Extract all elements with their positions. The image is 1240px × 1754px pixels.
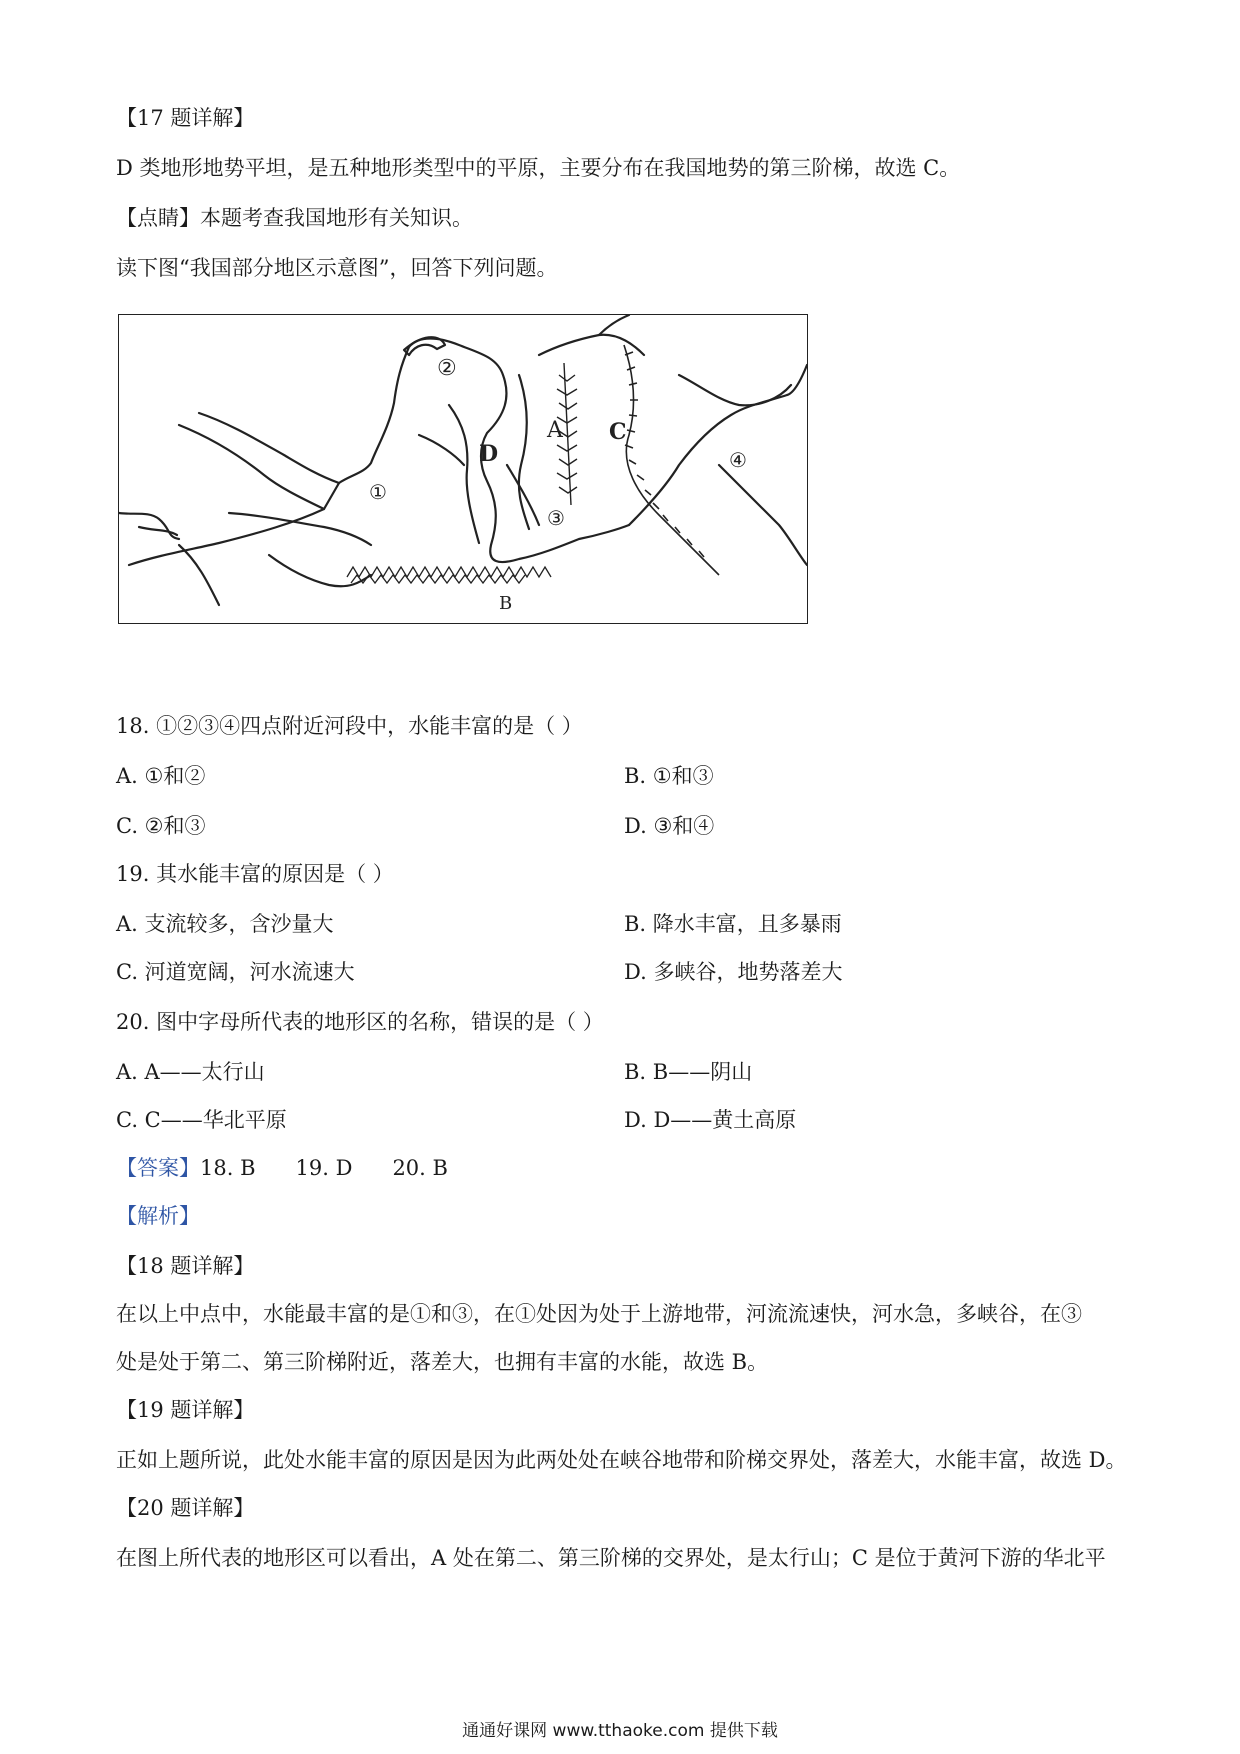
coast-east bbox=[679, 375, 791, 405]
q19-option-b: B. 降水丰富，且多暴雨 bbox=[624, 912, 842, 936]
coast-east-2 bbox=[719, 465, 807, 565]
label-a: A bbox=[547, 418, 563, 443]
map-figure bbox=[118, 314, 808, 624]
sec18-line2: 处是处于第二、第三阶梯附近，落差大，也拥有丰富的水能，故选 B。 bbox=[116, 1350, 769, 1374]
q20-option-c: C. C——华北平原 bbox=[116, 1108, 287, 1132]
d-tributary bbox=[419, 435, 464, 465]
q19-option-a: A. 支流较多，含沙量大 bbox=[116, 912, 334, 936]
q18-option-a: A. ①和② bbox=[116, 764, 206, 788]
q20-option-a: A. A——太行山 bbox=[116, 1060, 265, 1084]
q20-stem: 20. 图中字母所代表的地形区的名称，错误的是（ ） bbox=[116, 1010, 604, 1034]
lower-river bbox=[629, 365, 807, 525]
q20-option-d: D. D——黄土高原 bbox=[624, 1108, 797, 1132]
q19-option-d: D. 多峡谷，地势落差大 bbox=[624, 960, 843, 984]
sec17-point: 【点睛】本题考查我国地形有关知识。 bbox=[116, 206, 473, 230]
east-tributary-1 bbox=[519, 375, 529, 529]
q18-stem: 18. ①②③④四点附近河段中，水能丰富的是（ ） bbox=[116, 714, 583, 738]
q18-option-d: D. ③和④ bbox=[624, 814, 715, 838]
q18-option-b: B. ①和③ bbox=[624, 764, 714, 788]
answer-label: 【答案】 bbox=[116, 1156, 200, 1180]
sec19-line1: 正如上题所说，此处水能丰富的原因是因为此两处处在峡谷地带和阶梯交界处，落差大，水能丰富，故选 D。 bbox=[116, 1448, 1127, 1472]
label-d: D bbox=[479, 441, 499, 467]
label-point-1: ① bbox=[369, 480, 387, 504]
step-boundary bbox=[624, 345, 719, 575]
answer-19: 19. D bbox=[295, 1156, 353, 1180]
q19-stem: 19. 其水能丰富的原因是（ ） bbox=[116, 862, 394, 886]
sec18-heading: 【18 题详解】 bbox=[116, 1254, 255, 1278]
sec20-line1: 在图上所代表的地形区可以看出，A 处在第二、第三阶梯的交界处，是太行山；C 是位于黄河下游的华北平 bbox=[116, 1546, 1106, 1570]
answer-20: 20. B bbox=[392, 1156, 448, 1180]
north-river bbox=[539, 335, 644, 355]
label-point-3: ③ bbox=[547, 506, 565, 530]
fen-river bbox=[449, 405, 479, 543]
southwest-river bbox=[179, 545, 219, 605]
map-intro: 读下图“我国部分地区示意图”，回答下列问题。 bbox=[116, 256, 558, 280]
q19-option-c: C. 河道宽阔，河水流速大 bbox=[116, 960, 355, 984]
sec18-line1: 在以上中点中，水能最丰富的是①和③，在①处因为处于上游地带，河流流速快，河水急，多峡谷，在③ bbox=[116, 1302, 1082, 1326]
label-point-2: ② bbox=[437, 356, 457, 381]
answer-18: 18. B bbox=[200, 1156, 256, 1180]
qinling-mountain-symbol bbox=[347, 567, 551, 583]
label-b: B bbox=[499, 593, 513, 614]
western-coast-1 bbox=[119, 513, 179, 539]
sec19-heading: 【19 题详解】 bbox=[116, 1398, 255, 1422]
q20-option-b: B. B——阴山 bbox=[624, 1060, 753, 1084]
sec17-text: D 类地形地势平坦，是五种地形类型中的平原，主要分布在我国地势的第三阶梯，故选 C。 bbox=[116, 156, 961, 180]
answer-line bbox=[116, 1154, 448, 1182]
river-map bbox=[119, 315, 807, 623]
tributary-west-1 bbox=[199, 413, 339, 483]
analysis-label: 【解析】 bbox=[116, 1204, 200, 1228]
main-river bbox=[129, 339, 629, 566]
north-river-2 bbox=[599, 315, 629, 335]
footer-source: 通通好课网 www.tthaoke.com 提供下载 bbox=[462, 1721, 778, 1741]
east-tributary-2 bbox=[507, 465, 539, 525]
label-c: C bbox=[609, 419, 627, 445]
sec20-heading: 【20 题详解】 bbox=[116, 1496, 255, 1520]
q18-option-c: C. ②和③ bbox=[116, 814, 206, 838]
label-point-4: ④ bbox=[729, 448, 747, 472]
sec17-heading: 【17 题详解】 bbox=[116, 106, 255, 130]
